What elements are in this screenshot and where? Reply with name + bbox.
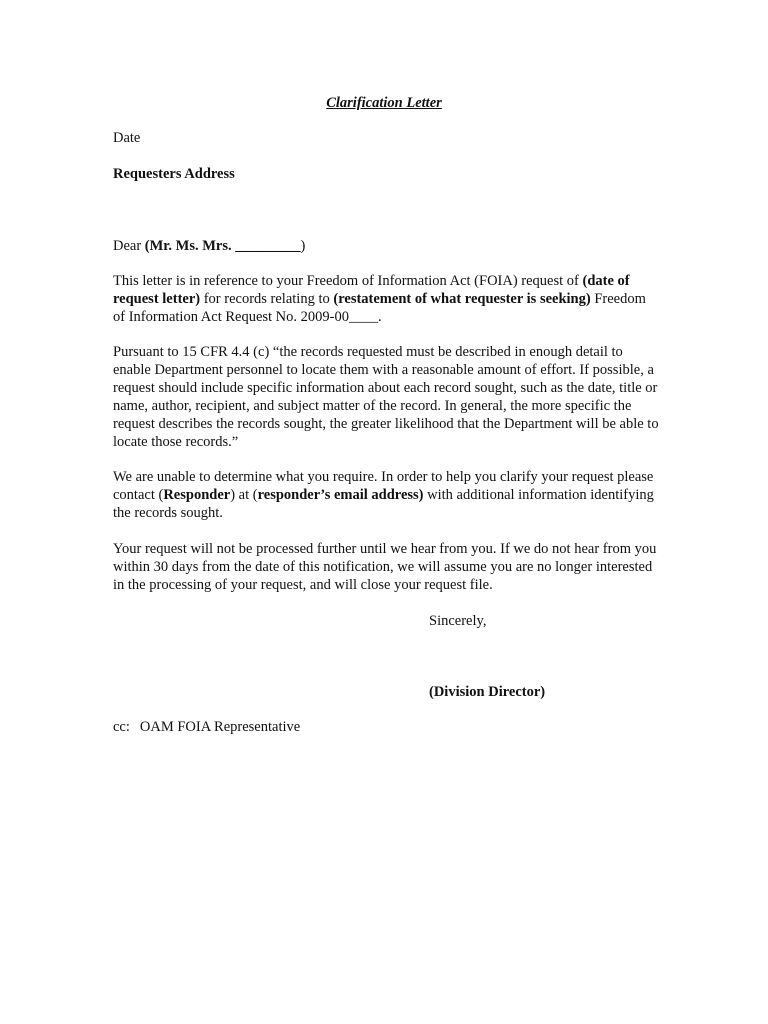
cc-label: cc: <box>113 719 130 735</box>
date-placeholder: Date <box>113 130 141 146</box>
salutation-prefix: Dear <box>113 238 145 254</box>
paragraph-reference-text-3: Freedom of Information Act Request No. 2009-00____. <box>113 291 646 325</box>
cc-line <box>113 718 661 736</box>
paragraph-reference <box>113 272 661 326</box>
paragraph-reference-text-2: for records relating to <box>200 291 334 307</box>
paragraph-reference-text-1: This letter is in reference to your Freedom of Information Act (FOIA) request of <box>113 273 583 289</box>
responder-email-placeholder: responder’s email address) <box>257 487 424 503</box>
salutation-name-placeholder: (Mr. Ms. Mrs. _________ <box>144 238 301 254</box>
paragraph-contact-text-2: ) at ( <box>230 487 258 503</box>
letter-title: Clarification Letter <box>326 95 442 111</box>
paragraph-contact-text-3: with additional information identifying the records sought. <box>113 487 654 521</box>
paragraph-contact-text-1: We are unable to determine what you require. In order to help you clarify your request please contact ( <box>113 469 654 503</box>
signer-placeholder: (Division Director) <box>429 684 546 700</box>
paragraph-deadline: Your request will not be processed further until we hear from you. If we do not hear from you within 30 days from the date of this notification, we will assume you are no longer interested in the processing of your request, and will close your request file. <box>113 541 657 593</box>
closing: Sincerely, <box>429 613 487 629</box>
request-date-placeholder: (date of request letter) <box>113 273 630 307</box>
salutation-suffix: ) <box>300 238 306 254</box>
cc-recipient: OAM FOIA Representative <box>139 719 301 735</box>
paragraph-regulation: Pursuant to 15 CFR 4.4 (c) “the records requested must be described in enough detail to enable Department personnel to locate them with a reasonable amount of effort. If possible, a request should include specific information about each record sought, such as the date, title or name, author, recipient, and subject matter of the record. In general, the more specific the request describes the records sought, the greater likelihood that the Department will be able to locate those records.” <box>113 344 659 450</box>
salutation <box>113 237 661 255</box>
request-restatement-placeholder: (restatement of what requester is seeking) <box>333 291 591 307</box>
responder-placeholder: Responder <box>163 487 231 503</box>
requester-address-placeholder: Requesters Address <box>113 166 235 182</box>
paragraph-contact <box>113 468 661 522</box>
